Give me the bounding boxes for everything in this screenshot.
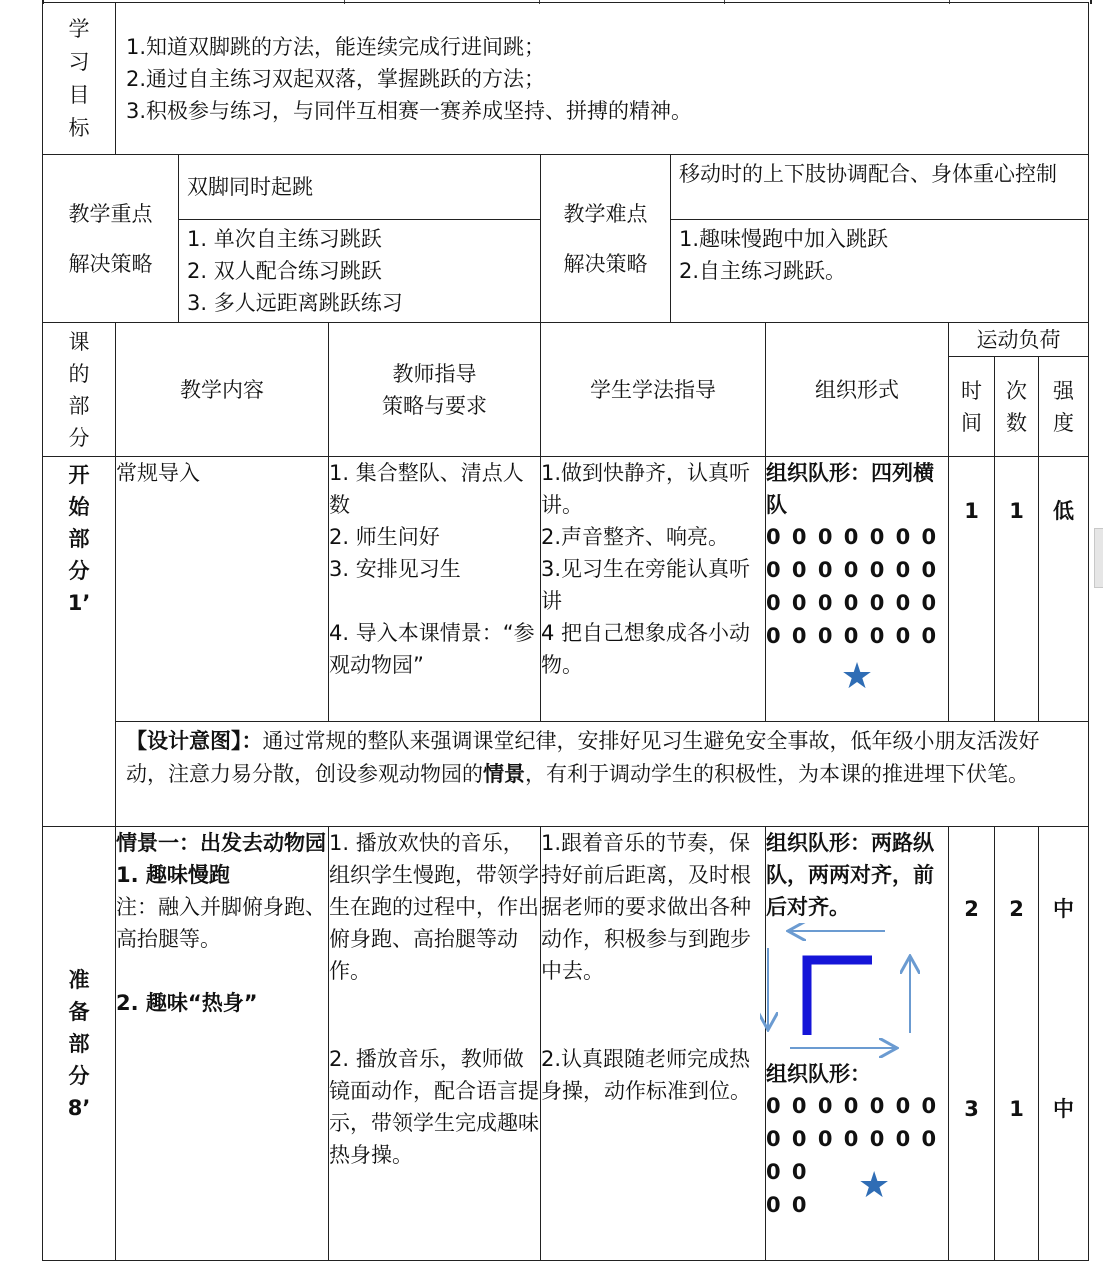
teacher-bracket-icon bbox=[807, 960, 872, 1035]
prep-item: 2. 趣味“热身” bbox=[116, 991, 258, 1015]
difficulty-point: 移动时的上下肢协调配合、身体重心控制 bbox=[679, 162, 1057, 186]
header-count: 次数 bbox=[995, 357, 1039, 457]
difficulty-label bbox=[541, 155, 671, 323]
prep-student-item: 2.认真跟随老师完成热身操，动作标准到位。 bbox=[541, 1047, 751, 1103]
prep-count bbox=[995, 827, 1039, 1261]
focus-difficulty-row bbox=[43, 155, 1089, 323]
window-scrollbar[interactable] bbox=[1094, 528, 1103, 588]
focus-strategy: 3. 多人远距离跳跃练习 bbox=[187, 291, 403, 315]
prep-content bbox=[116, 827, 329, 1261]
objectives-row bbox=[43, 3, 1089, 155]
start-part-time: 1’ bbox=[67, 591, 91, 615]
start-teacher-item: 2. 师生问好 bbox=[329, 525, 440, 549]
start-student bbox=[541, 457, 766, 722]
prep-org-title: 组织队形：两路纵队，两两对齐，前后对齐。 bbox=[766, 831, 934, 919]
formation-row: 0 0 0 0 0 0 0 bbox=[766, 624, 939, 648]
header-time: 时间 bbox=[949, 357, 995, 457]
prep-time-2: 3 bbox=[964, 1097, 979, 1121]
header-teacher-line1: 教师指导 bbox=[392, 361, 477, 386]
formation-row: 0 0 0 0 0 0 0 bbox=[766, 1094, 939, 1118]
start-content: 常规导入 bbox=[116, 457, 329, 722]
formation-row: 0 0 bbox=[766, 1193, 809, 1217]
difficulty-content bbox=[671, 155, 1089, 323]
start-org-title: 组织队形：四列横队 bbox=[766, 461, 934, 517]
difficulty-strategy: 1.趣味慢跑中加入跳跃 bbox=[679, 227, 889, 251]
objectives-label: 学习目标 bbox=[43, 3, 116, 155]
prep-time bbox=[949, 827, 995, 1261]
start-teacher-item: 1. 集合整队、清点人数 bbox=[329, 461, 524, 517]
focus-label bbox=[43, 155, 179, 323]
formation-row: 0 0 0 0 0 0 0 bbox=[766, 525, 939, 549]
prep-time-1: 2 bbox=[964, 897, 979, 921]
objective-item: 1.知道双脚跳的方法，能连续完成行进间跳； bbox=[126, 34, 546, 59]
design-intent-text-end: ，有利于调动学生的积极性，为本课的推进埋下伏笔。 bbox=[525, 762, 1029, 786]
focus-strategies bbox=[179, 219, 540, 322]
prep-count-2: 1 bbox=[1009, 1097, 1024, 1121]
header-teacher-line2: 策略与要求 bbox=[382, 393, 487, 418]
header-student: 学生学法指导 bbox=[541, 323, 766, 457]
header-intensity: 强度 bbox=[1039, 357, 1089, 457]
design-intent bbox=[116, 722, 1089, 827]
start-student-item: 4 把自己想象成各小动物。 bbox=[541, 621, 751, 677]
focus-strategy: 2. 双人配合练习跳跃 bbox=[187, 259, 382, 283]
prep-teacher-item: 1. 播放欢快的音乐，组织学生慢跑，带领学生在跑的过程中，作出俯身跑、高抬腿等动作。 bbox=[329, 831, 539, 983]
start-time: 1 bbox=[949, 457, 995, 722]
design-intent-text: 通过常规的整队来强调课堂纪律，安排好见习生避免安全事故，低年级小朋友活泼好动，注意力易分散，创设参观动物园的 bbox=[126, 729, 1040, 786]
header-content: 教学内容 bbox=[116, 323, 329, 457]
header-load: 运动负荷 bbox=[949, 323, 1089, 357]
focus-label-line2: 解决策略 bbox=[68, 251, 153, 276]
prep-count-1: 2 bbox=[1009, 897, 1024, 921]
start-part-name: 开始部分 bbox=[68, 463, 90, 583]
header-org: 组织形式 bbox=[766, 323, 949, 457]
header-teacher bbox=[329, 323, 541, 457]
start-count: 1 bbox=[995, 457, 1039, 722]
header-part: 课的部分 bbox=[43, 323, 116, 457]
difficulty-label-line1: 教学难点 bbox=[563, 201, 648, 226]
objective-item: 2.通过自主练习双起双落，掌握跳跃的方法； bbox=[126, 66, 546, 91]
start-teacher bbox=[329, 457, 541, 722]
prep-part-name: 准备部分 bbox=[68, 967, 90, 1088]
objective-item: 3.积极参与练习，与同伴互相赛一赛养成坚持、拼搏的精神。 bbox=[126, 98, 693, 123]
focus-point: 双脚同时起跳 bbox=[187, 175, 313, 199]
running-path-diagram bbox=[760, 923, 925, 1058]
focus-content bbox=[179, 155, 541, 323]
start-student-item: 3.见习生在旁能认真听讲 bbox=[541, 557, 751, 613]
prep-item: 1. 趣味慢跑 bbox=[116, 863, 230, 887]
formation-row: 0 0 0 0 0 0 0 bbox=[766, 558, 939, 582]
start-row bbox=[43, 457, 1089, 722]
design-intent-label: 【设计意图】： bbox=[126, 729, 263, 753]
prep-org bbox=[766, 827, 949, 1261]
prep-row bbox=[43, 827, 1089, 1261]
prep-note: 注：融入并脚俯身跑、高抬腿等。 bbox=[116, 895, 326, 951]
start-teacher-item: 4. 导入本课情景：“参观动物园” bbox=[329, 621, 535, 677]
lesson-plan-table bbox=[42, 2, 1089, 1261]
formation-row: 0 0 0 0 0 0 0 bbox=[766, 591, 939, 615]
prep-scene-title: 情景一：出发去动物园 bbox=[116, 831, 326, 855]
prep-part-time: 8’ bbox=[67, 1095, 91, 1120]
prep-intensity bbox=[1039, 827, 1089, 1261]
start-student-item: 1.做到快静齐，认真听讲。 bbox=[541, 461, 751, 517]
start-part-label bbox=[43, 457, 116, 827]
prep-student bbox=[541, 827, 766, 1261]
prep-part-label bbox=[43, 827, 116, 1261]
formation-row: 0 0 0 0 0 0 0 bbox=[766, 1127, 939, 1151]
prep-intensity-2: 中 bbox=[1053, 1097, 1075, 1121]
design-intent-keyword: 情景 bbox=[483, 762, 525, 786]
focus-strategy: 1. 单次自主练习跳跃 bbox=[187, 227, 382, 251]
prep-org2-title: 组织队形： bbox=[766, 1062, 871, 1086]
start-student-item: 2.声音整齐、响亮。 bbox=[541, 525, 730, 549]
start-org bbox=[766, 457, 949, 722]
star-icon: ★ bbox=[840, 656, 874, 697]
prep-teacher bbox=[329, 827, 541, 1261]
objectives-list bbox=[116, 3, 1089, 155]
start-teacher-item: 3. 安排见习生 bbox=[329, 557, 461, 581]
start-intensity: 低 bbox=[1039, 457, 1089, 722]
prep-intensity-1: 中 bbox=[1053, 897, 1075, 921]
star-icon: ★ bbox=[858, 1165, 891, 1206]
difficulty-strategy: 2.自主练习跳跃。 bbox=[679, 259, 847, 283]
difficulty-strategies bbox=[671, 219, 1088, 290]
header-row-1 bbox=[43, 323, 1089, 357]
formation-row: 0 0 bbox=[766, 1160, 809, 1184]
difficulty-label-line2: 解决策略 bbox=[563, 251, 648, 276]
design-intent-row bbox=[43, 722, 1089, 827]
prep-teacher-item: 2. 播放音乐，教师做镜面动作，配合语言提示，带领学生完成趣味热身操。 bbox=[329, 1047, 539, 1167]
prep-student-item: 1.跟着音乐的节奏，保持好前后距离，及时根据老师的要求做出各种动作，积极参与到跑步中去。 bbox=[541, 831, 751, 983]
focus-label-line1: 教学重点 bbox=[68, 201, 153, 226]
